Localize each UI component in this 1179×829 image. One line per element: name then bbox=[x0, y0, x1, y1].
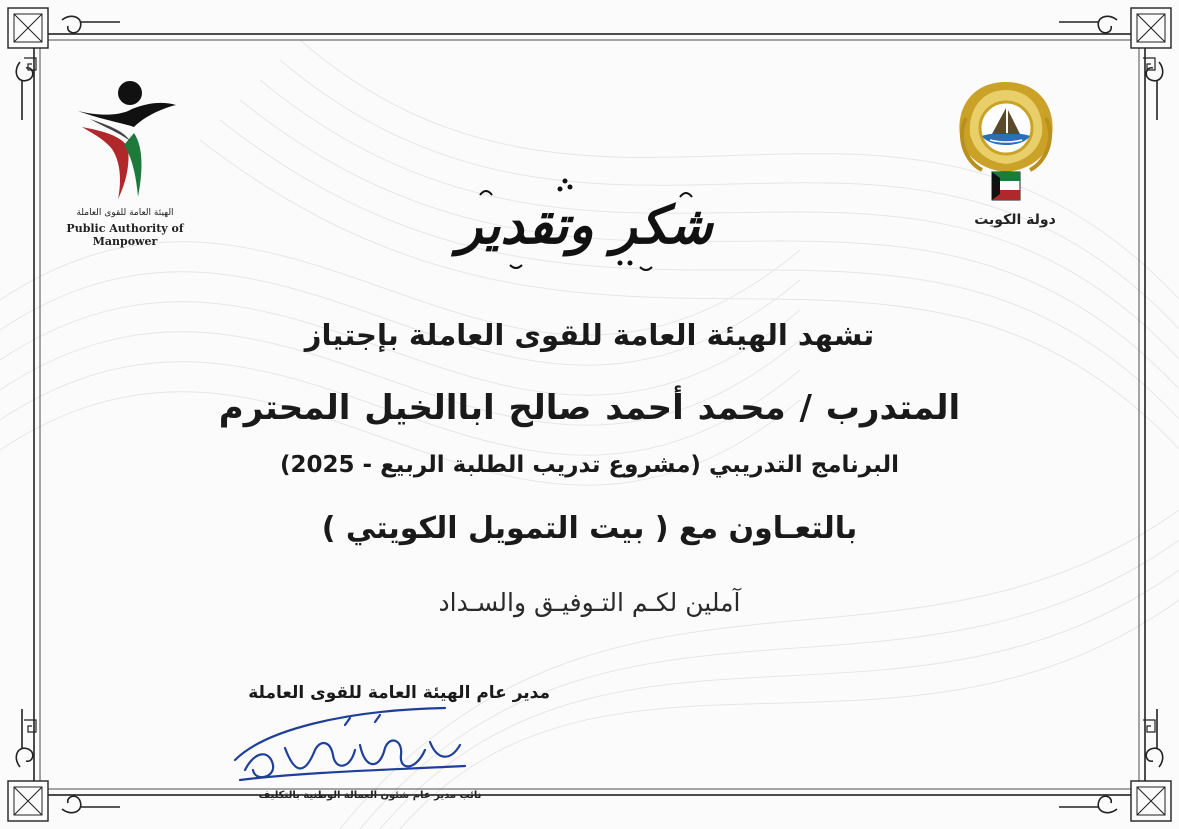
kuwait-emblem-icon bbox=[952, 78, 1060, 203]
manpower-figure-icon bbox=[72, 75, 180, 205]
certificate-line-1: تشهد الهيئة العامة للقوى العاملة بإجتياز bbox=[304, 318, 875, 352]
cooperation-line: بالتعـاون مع ( بيت التمويل الكويتي ) bbox=[321, 511, 858, 546]
signatory-subtitle: نائب مدير عام شئون العمالة الوطنية بالتكليف bbox=[258, 790, 482, 801]
state-name: دولة الكويت bbox=[974, 212, 1056, 228]
logo-name-english: Public Authority of Manpower bbox=[66, 222, 184, 248]
wishes-line: آملين لكـم التـوفيـق والسـداد bbox=[438, 588, 741, 617]
logo-name-arabic: الهيئة العامة للقوى العاملة bbox=[76, 208, 174, 218]
title-text: شكر وتقدير bbox=[457, 195, 713, 256]
trainee-name-line: المتدرب / محمد أحمد صالح اباالخيل المحترم bbox=[218, 388, 961, 428]
signatory-title: مدير عام الهيئة العامة للقوى العاملة bbox=[248, 683, 550, 703]
program-line: البرنامج التدريبي (مشروع تدريب الطلبة الربيع - 2025) bbox=[280, 452, 899, 478]
handwritten-signature bbox=[225, 700, 475, 795]
title-calligraphy bbox=[440, 175, 730, 275]
